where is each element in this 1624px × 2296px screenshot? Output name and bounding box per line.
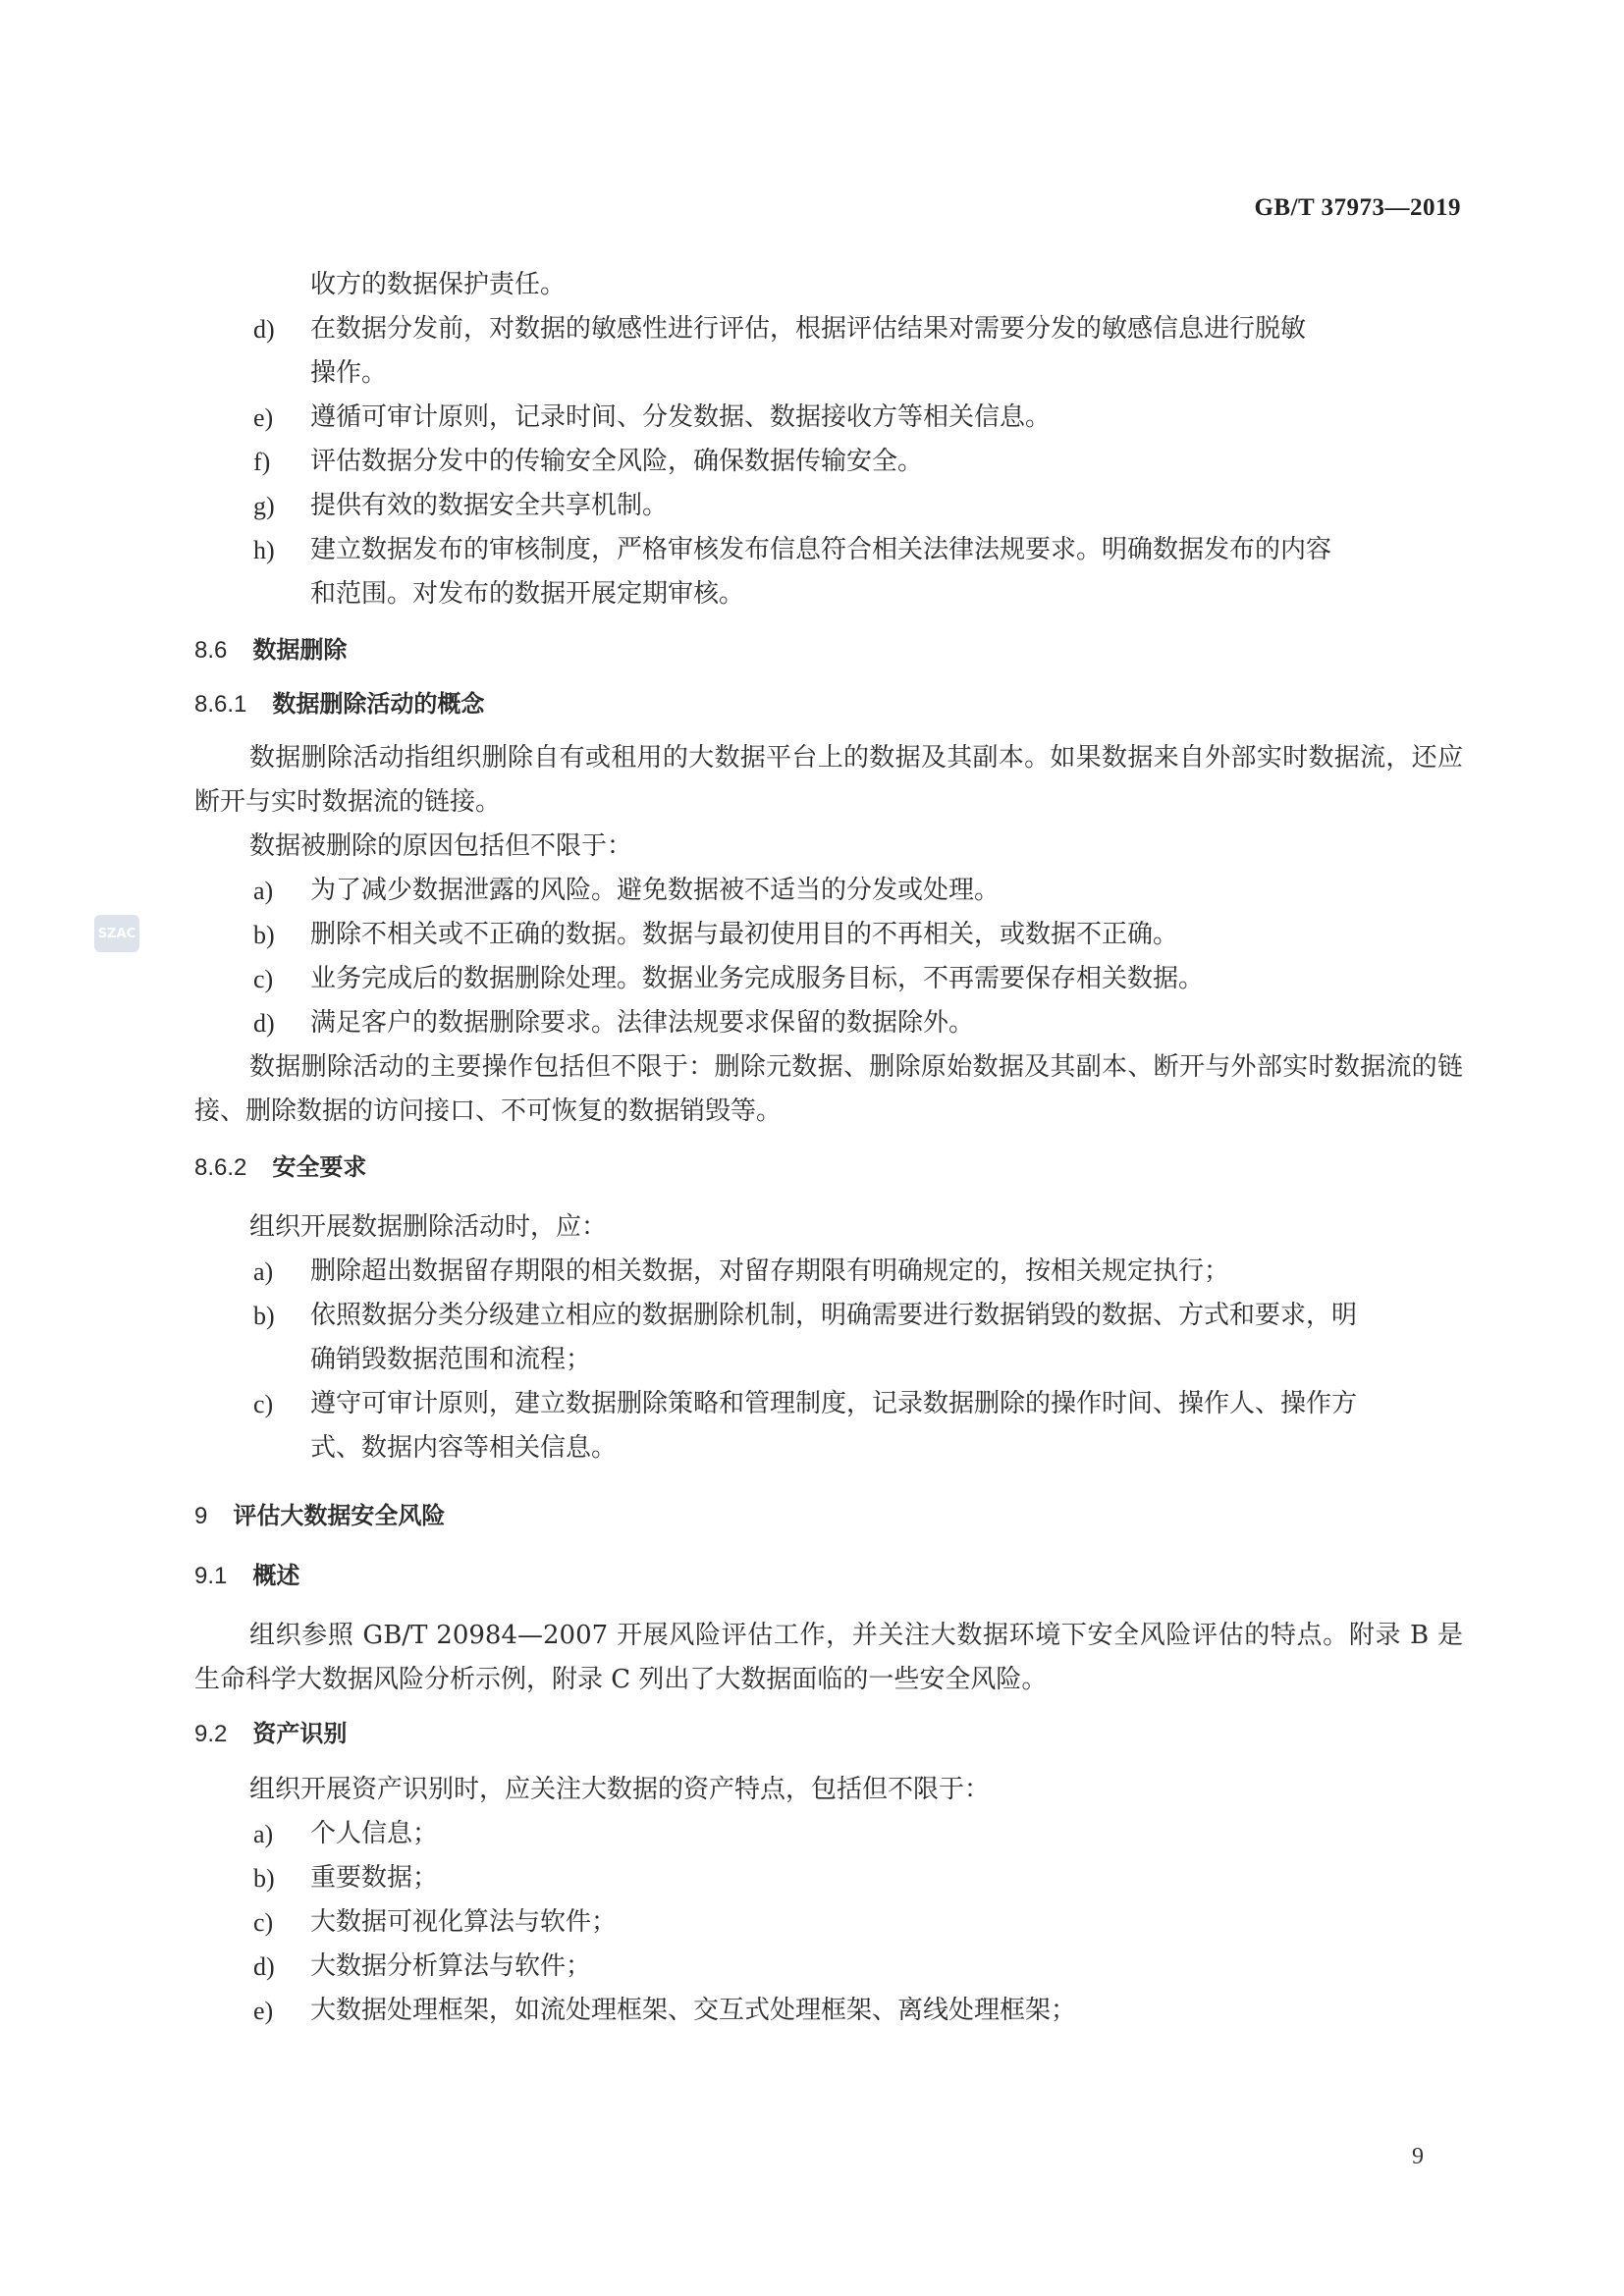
list-item [194, 484, 1463, 528]
section-title: 安全要求 [272, 1153, 367, 1181]
list-item [194, 1250, 1463, 1294]
list-marker: g) [253, 492, 275, 520]
list-item [194, 528, 1463, 616]
list-text: 提供有效的数据安全共享机制。 [310, 491, 669, 520]
list-text: 重要数据； [310, 1863, 439, 1893]
list-text: 个人信息； [310, 1819, 439, 1848]
list-item [194, 1900, 1463, 1945]
list-text: 大数据分析算法与软件； [310, 1951, 592, 1981]
list-item [194, 1382, 1463, 1470]
list-marker: h) [253, 536, 275, 564]
list-item [194, 913, 1463, 957]
list-text: 大数据可视化算法与软件； [310, 1907, 618, 1937]
list-text: 满足客户的数据删除要求。法律法规要求保留的数据除外。 [310, 1008, 975, 1038]
list-marker: a) [253, 1257, 274, 1286]
section-number: 8.6.2 [194, 1154, 247, 1181]
list-item [194, 869, 1463, 913]
list-text: 评估数据分发中的传输安全风险，确保数据传输安全。 [310, 447, 924, 476]
list-item [194, 1989, 1463, 2033]
list-item [194, 396, 1463, 440]
list-marker: a) [253, 1820, 274, 1848]
list-item [194, 307, 1463, 396]
section-title: 概述 [252, 1562, 300, 1589]
list-marker: c) [253, 965, 274, 993]
list-marker: b) [253, 1864, 275, 1893]
list-item [194, 1856, 1463, 1900]
list-marker: b) [253, 921, 275, 949]
list-item [194, 1294, 1463, 1382]
chapter-number: 9 [194, 1503, 208, 1529]
list-text: 在数据分发前，对数据的敏感性进行评估，根据评估结果对需要分发的敏感信息进行脱敏 操作。 [310, 314, 1307, 388]
list-marker: f) [253, 448, 271, 476]
szac-watermark-logo [94, 915, 139, 952]
chapter-heading-9 [194, 1494, 1463, 1538]
list-text: 大数据处理框架，如流处理框架、交互式处理框架、离线处理框架； [310, 1996, 1077, 2025]
list-marker: c) [253, 1390, 274, 1418]
section-heading-9-2 [194, 1712, 1463, 1756]
list-marker: d) [253, 315, 275, 344]
paragraph: 数据删除活动的主要操作包括但不限于：删除元数据、删除原始数据及其副本、断开与外部实时数据流的链接、删除数据的访问接口、不可恢复的数据销毁等。 [194, 1052, 1463, 1126]
list-marker: c) [253, 1908, 274, 1937]
page-number: 9 [1412, 2144, 1424, 2169]
list-text: 为了减少数据泄露的风险。避免数据被不适当的分发或处理。 [310, 876, 1001, 905]
section-heading-8-6-1 [194, 682, 1463, 726]
continuation-text: 收方的数据保护责任。 [310, 270, 567, 299]
paragraph: 组织参照 GB/T 20984—2007 开展风险评估工作，并关注大数据环境下安全风险评估的特点。附录 B 是生命科学大数据风险分析示例，附录 C 列出了大数据面临的一些安全风险。 [194, 1621, 1463, 1694]
list-marker: b) [253, 1302, 275, 1330]
list-item [194, 1001, 1463, 1045]
standard-code: GB/T 37973—2019 [1254, 194, 1461, 221]
list-text: 遵循可审计原则，记录时间、分发数据、数据接收方等相关信息。 [310, 402, 1052, 432]
list-marker: d) [253, 1952, 275, 1981]
document-body [194, 263, 1463, 2033]
list-text: 删除不相关或不正确的数据。数据与最初使用目的不再相关，或数据不正确。 [310, 920, 1179, 949]
paragraph: 组织开展资产识别时，应关注大数据的资产特点，包括但不限于： [249, 1775, 991, 1804]
list-item [194, 440, 1463, 484]
list-item [194, 1812, 1463, 1856]
section-number: 9.2 [194, 1721, 228, 1747]
paragraph: 数据被删除的原因包括但不限于： [249, 831, 633, 861]
section-heading-8-6 [194, 628, 1463, 672]
list-text: 业务完成后的数据删除处理。数据业务完成服务目标，不再需要保存相关数据。 [310, 964, 1205, 993]
paragraph: 数据删除活动指组织删除自有或租用的大数据平台上的数据及其副本。如果数据来自外部实时数据流，还应断开与实时数据流的链接。 [194, 743, 1463, 817]
section-title: 数据删除活动的概念 [272, 690, 485, 718]
chapter-title: 评估大数据安全风险 [233, 1502, 446, 1529]
list-marker: d) [253, 1009, 275, 1038]
section-title: 数据删除 [252, 636, 348, 664]
section-number: 8.6.1 [194, 691, 247, 718]
list-text: 删除超出数据留存期限的相关数据，对留存期限有明确规定的，按相关规定执行； [310, 1256, 1230, 1286]
section-number: 8.6 [194, 637, 228, 664]
list-marker: a) [253, 877, 274, 905]
list-item [194, 1945, 1463, 1989]
paragraph: 组织开展数据删除活动时，应： [249, 1212, 608, 1242]
section-title: 资产识别 [252, 1720, 348, 1747]
list-marker: e) [253, 403, 274, 432]
list-item [194, 957, 1463, 1001]
section-number: 9.1 [194, 1563, 228, 1589]
watermark-text: SZAC [97, 926, 136, 941]
section-heading-9-1 [194, 1554, 1463, 1598]
list-text: 依照数据分类分级建立相应的数据删除机制，明确需要进行数据销毁的数据、方式和要求，明 确销毁数据范围和流程； [310, 1301, 1358, 1374]
list-marker: e) [253, 1997, 274, 2025]
list-text: 建立数据发布的审核制度，严格审核发布信息符合相关法律法规要求。明确数据发布的内容 和范围。对发布的数据开展定期审核。 [310, 535, 1332, 609]
section-heading-8-6-2 [194, 1146, 1463, 1190]
list-text: 遵守可审计原则，建立数据删除策略和管理制度，记录数据删除的操作时间、操作人、操作方 式、数据内容等相关信息。 [310, 1389, 1358, 1463]
